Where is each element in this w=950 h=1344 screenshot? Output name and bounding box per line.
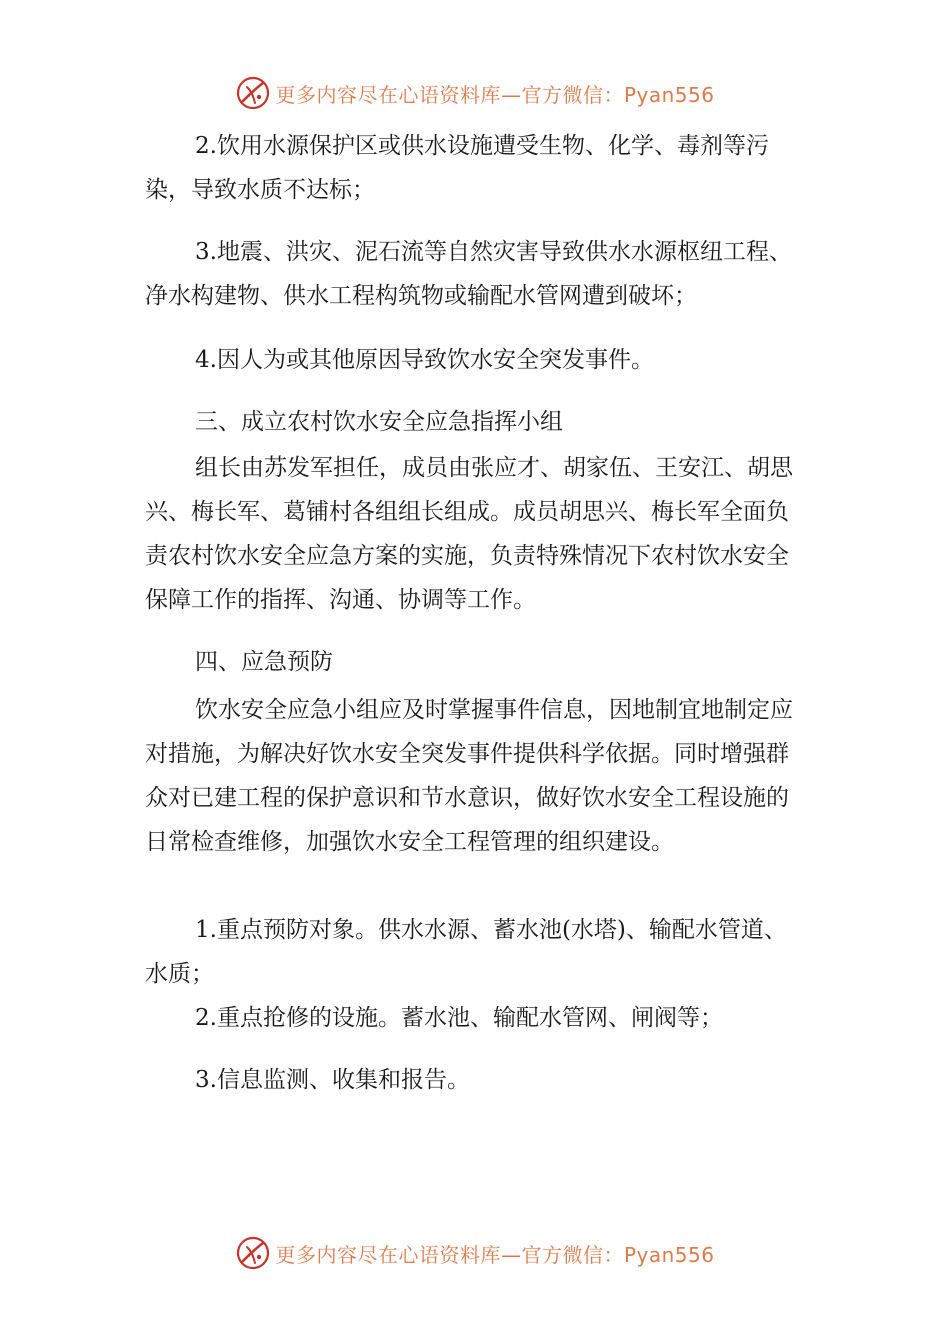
- section-heading-4: 四、应急预防: [195, 649, 333, 675]
- section-heading-3: 三、成立农村饮水安全应急指挥小组: [195, 409, 563, 435]
- paragraph-item-3-disaster: 3.地震、洪灾、泥石流等自然灾害导致供水水源枢纽工程、净水构建物、供水工程构筑物或输配水管网遭到破坏；: [145, 239, 792, 309]
- paragraph-prevention-item-1: 1.重点预防对象。供水水源、蓄水池(水塔)、输配水管道、水质；: [145, 917, 787, 987]
- paragraph-item-2-pollution: 2.饮用水源保护区或供水设施遭受生物、化学、毒剂等污染，导致水质不达标；: [145, 133, 769, 203]
- paragraph-prevention: 饮水安全应急小组应及时掌握事件信息，因地制宜地制定应对措施，为解决好饮水安全突发事件提供科学依据。同时增强群众对已建工程的保护意识和节水意识，做好饮水安全工程设施的日常检查维修，加强饮水安全工程管理的组织建设。: [145, 697, 793, 855]
- paragraph-prevention-item-3: 3.信息监测、收集和报告。: [195, 1067, 470, 1093]
- watermark-logo-icon: [235, 75, 271, 111]
- watermark-header: [0, 73, 950, 113]
- paragraph-prevention-item-2: 2.重点抢修的设施。蓄水池、输配水管网、闸阀等；: [195, 1005, 723, 1031]
- watermark-footer: [0, 1233, 950, 1273]
- paragraph-group-members: 组长由苏发军担任，成员由张应才、胡家伍、王安江、胡思兴、梅长军、葛铺村各组组长组成。成员胡思兴、梅长军全面负责农村饮水安全应急方案的实施，负责特殊情况下农村饮水安全保障工作的指挥、沟通、协调等工作。: [145, 455, 793, 613]
- watermark-text: 更多内容尽在心语资料库—官方微信：Pyan556: [275, 82, 715, 107]
- watermark-logo-icon: [235, 1235, 271, 1271]
- watermark-text: 更多内容尽在心语资料库—官方微信：Pyan556: [275, 1242, 715, 1267]
- paragraph-item-4-human: 4.因人为或其他原因导致饮水安全突发事件。: [195, 347, 654, 373]
